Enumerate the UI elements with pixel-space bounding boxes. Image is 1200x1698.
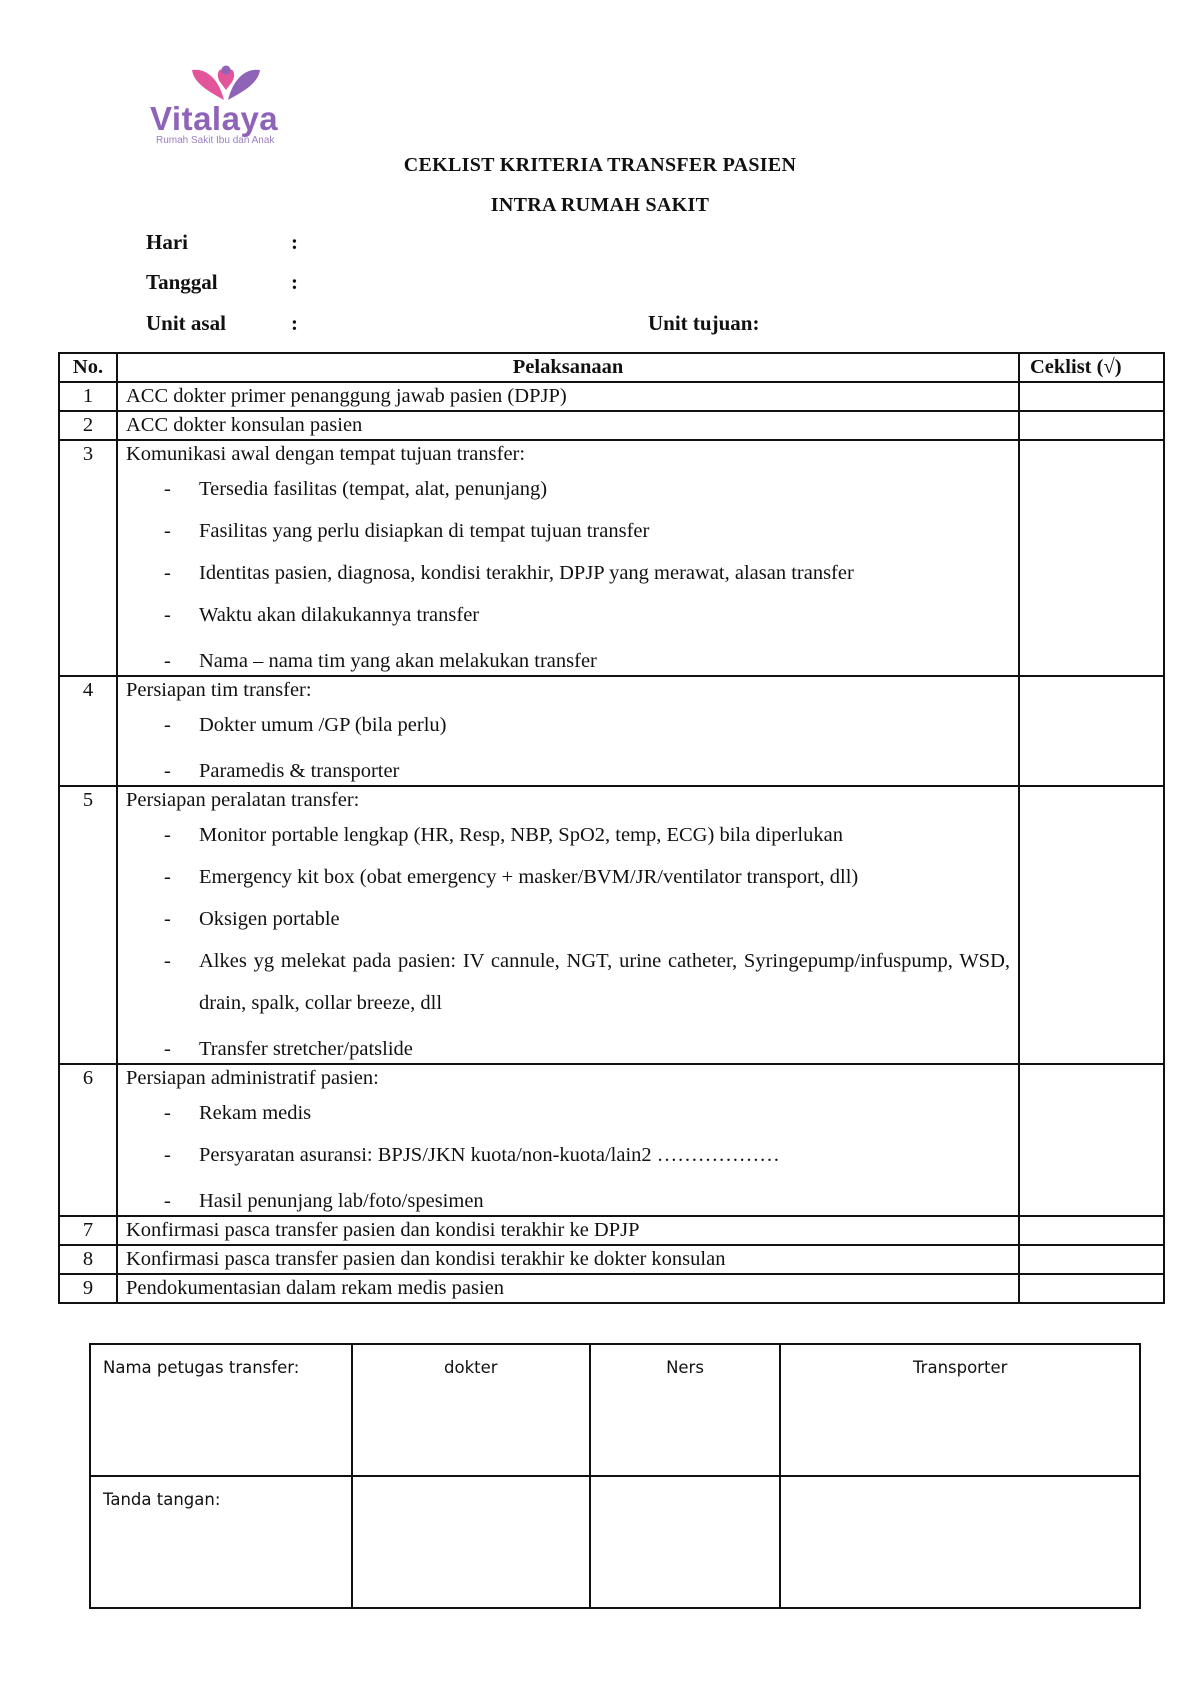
row-number: 1 xyxy=(59,382,117,411)
signature-cell-dokter[interactable] xyxy=(352,1476,590,1608)
list-item-text: Persyaratan asuransi: BPJS/JKN kuota/non-kuota/lain2 ……………… xyxy=(199,1144,780,1166)
table-row xyxy=(59,440,1164,676)
label-petugas: Nama petugas transfer: xyxy=(90,1344,352,1476)
list-item: - Rekam medis xyxy=(164,1102,312,1124)
hospital-logo xyxy=(150,62,300,148)
row-text xyxy=(117,786,1019,1064)
list-item-text: Identitas pasien, diagnosa, kondisi terakhir, DPJP yang merawat, alasan transfer xyxy=(199,562,854,584)
header-dokter[interactable]: dokter xyxy=(352,1344,590,1476)
signature-row xyxy=(90,1476,1140,1608)
list-item-text: Waktu akan dilakukannya transfer xyxy=(199,604,480,626)
row-number: 2 xyxy=(59,411,117,440)
row-main-text: ACC dokter konsulan pasien xyxy=(126,414,363,436)
list-item: - Hasil penunjang lab/foto/spesimen xyxy=(164,1190,484,1212)
list-item: - Nama – nama tim yang akan melakukan transfer xyxy=(164,650,597,672)
check-cell[interactable] xyxy=(1019,676,1164,786)
signature-cell-ners[interactable] xyxy=(590,1476,781,1608)
row-main-text: Persiapan tim transfer: xyxy=(126,679,312,701)
row-number: 6 xyxy=(59,1064,117,1216)
field-colon: : xyxy=(291,230,298,254)
list-item-text: Fasilitas yang perlu disiapkan di tempat tujuan transfer xyxy=(199,520,650,542)
row-number: 7 xyxy=(59,1216,117,1245)
field-label: Unit tujuan: xyxy=(648,311,760,335)
table-row xyxy=(59,1064,1164,1216)
list-item: - Tersedia fasilitas (tempat, alat, penunjang) xyxy=(164,478,548,500)
list-item: - Emergency kit box (obat emergency + masker/BVM/JR/ventilator transport, dll) xyxy=(164,866,859,888)
row-number: 8 xyxy=(59,1245,117,1274)
list-item: - Fasilitas yang perlu disiapkan di tempat tujuan transfer xyxy=(164,520,650,542)
list-item: - Monitor portable lengkap (HR, Resp, NBP, SpO2, temp, ECG) bila diperlukan xyxy=(164,824,843,846)
row-main-text: Konfirmasi pasca transfer pasien dan kondisi terakhir ke dokter konsulan xyxy=(126,1248,726,1270)
list-item-text: Oksigen portable xyxy=(199,908,340,930)
table-row xyxy=(59,382,1164,411)
logo-tagline: Rumah Sakit Ibu dan Anak xyxy=(156,135,275,146)
list-item: - Persyaratan asuransi: BPJS/JKN kuota/non-kuota/lain2 ……………… xyxy=(164,1144,780,1166)
field-label: Unit asal xyxy=(146,311,226,335)
row-text xyxy=(117,676,1019,786)
header-ceklist: Ceklist (√) xyxy=(1019,353,1164,382)
row-main-text: Komunikasi awal dengan tempat tujuan transfer: xyxy=(126,443,526,465)
signature-cell-transporter[interactable] xyxy=(780,1476,1140,1608)
row-text xyxy=(117,1064,1019,1216)
table-row xyxy=(59,676,1164,786)
list-item-text: Transfer stretcher/patslide xyxy=(199,1038,413,1060)
field-label: Hari xyxy=(146,230,188,254)
check-cell[interactable] xyxy=(1019,440,1164,676)
list-item: - Identitas pasien, diagnosa, kondisi terakhir, DPJP yang merawat, alasan transfer xyxy=(164,562,854,584)
check-cell[interactable] xyxy=(1019,1245,1164,1274)
table-header-row xyxy=(59,353,1164,382)
header-pelaksanaan: Pelaksanaan xyxy=(117,353,1019,382)
document-title: CEKLIST KRITERIA TRANSFER PASIEN xyxy=(403,154,797,176)
list-item: - Alkes yg melekat pada pasien: IV cannule, NGT, urine catheter, Syringepump/infuspump, WSD, drain, spalk, collar breeze, dll xyxy=(164,950,1010,1014)
table-row xyxy=(59,786,1164,1064)
row-text xyxy=(117,1216,1019,1245)
checklist-table xyxy=(58,352,1165,1304)
row-number: 3 xyxy=(59,440,117,676)
list-item: - Waktu akan dilakukannya transfer xyxy=(164,604,480,626)
check-cell[interactable] xyxy=(1019,1274,1164,1303)
row-main-text: ACC dokter primer penanggung jawab pasien (DPJP) xyxy=(126,385,567,407)
list-item-text: Nama – nama tim yang akan melakukan transfer xyxy=(199,650,597,672)
list-item-text: Emergency kit box (obat emergency + masker/BVM/JR/ventilator transport, dll) xyxy=(199,866,859,888)
row-main-text: Konfirmasi pasca transfer pasien dan kondisi terakhir ke DPJP xyxy=(126,1219,640,1241)
field-label: Tanggal xyxy=(146,270,218,294)
document-subtitle: INTRA RUMAH SAKIT xyxy=(490,194,710,216)
check-cell[interactable] xyxy=(1019,382,1164,411)
logo-brand-name: Vitalaya xyxy=(150,100,279,137)
header-ners[interactable]: Ners xyxy=(590,1344,781,1476)
heart-leaves-person-icon xyxy=(190,62,262,104)
row-text xyxy=(117,411,1019,440)
list-item: - Dokter umum /GP (bila perlu) xyxy=(164,714,447,736)
list-item-text: Tersedia fasilitas (tempat, alat, penunjang) xyxy=(199,478,548,500)
row-main-text: Persiapan administratif pasien: xyxy=(126,1067,379,1089)
row-main-text: Persiapan peralatan transfer: xyxy=(126,789,360,811)
row-text xyxy=(117,1245,1019,1274)
staff-signature-table xyxy=(89,1343,1141,1609)
row-text xyxy=(117,382,1019,411)
table-row xyxy=(59,1274,1164,1303)
row-number: 5 xyxy=(59,786,117,1064)
header-no: No. xyxy=(59,353,117,382)
table-row xyxy=(59,411,1164,440)
row-number: 9 xyxy=(59,1274,117,1303)
list-item-text: Hasil penunjang lab/foto/spesimen xyxy=(199,1190,484,1212)
row-text xyxy=(117,1274,1019,1303)
list-item: - Transfer stretcher/patslide xyxy=(164,1038,413,1060)
list-item-text: Paramedis & transporter xyxy=(199,760,400,782)
check-cell[interactable] xyxy=(1019,1216,1164,1245)
row-main-text: Pendokumentasian dalam rekam medis pasien xyxy=(126,1277,505,1299)
field-colon: : xyxy=(291,311,298,335)
list-item-text: Rekam medis xyxy=(199,1102,312,1124)
field-colon: : xyxy=(291,270,298,294)
list-item-text: Monitor portable lengkap (HR, Resp, NBP, SpO2, temp, ECG) bila diperlukan xyxy=(199,824,843,846)
table-row xyxy=(59,1245,1164,1274)
list-item-text: Alkes yg melekat pada pasien: IV cannule, NGT, urine catheter, Syringepump/infuspump, WSD, drain, spalk, collar breeze, dll xyxy=(199,950,1010,1014)
table-row xyxy=(59,1216,1164,1245)
check-cell[interactable] xyxy=(1019,786,1164,1064)
list-item-text: Dokter umum /GP (bila perlu) xyxy=(199,714,447,736)
row-number: 4 xyxy=(59,676,117,786)
list-item: - Oksigen portable xyxy=(164,908,340,930)
row-text xyxy=(117,440,1019,676)
label-tanda-tangan: Tanda tangan: xyxy=(90,1476,352,1608)
list-item: - Paramedis & transporter xyxy=(164,760,400,782)
staff-name-row xyxy=(90,1344,1140,1476)
header-transporter[interactable]: Transporter xyxy=(780,1344,1140,1476)
check-cell[interactable] xyxy=(1019,1064,1164,1216)
check-cell[interactable] xyxy=(1019,411,1164,440)
